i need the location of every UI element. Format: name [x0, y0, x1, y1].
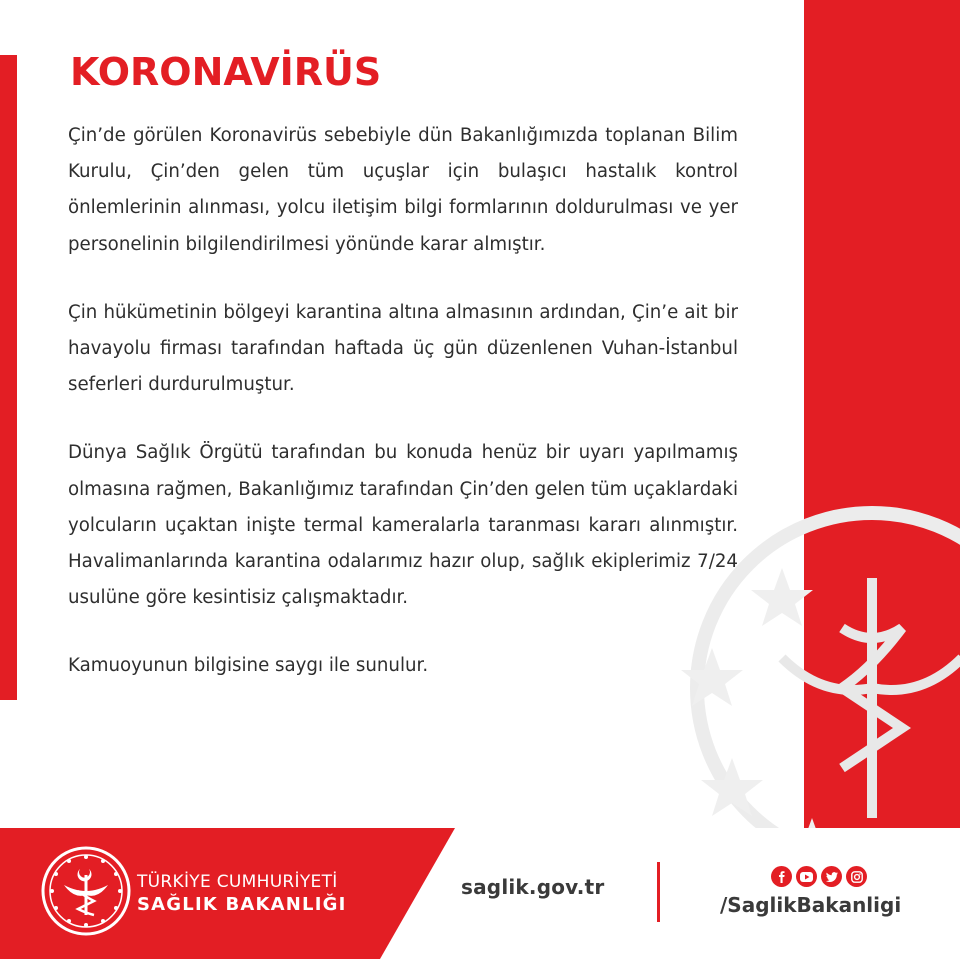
left-accent-bar	[0, 55, 17, 700]
instagram-icon[interactable]	[846, 866, 867, 887]
youtube-icon[interactable]	[796, 866, 817, 887]
website-link[interactable]: saglik.gov.tr	[461, 875, 605, 899]
facebook-icon[interactable]	[771, 866, 792, 887]
twitter-icon[interactable]	[821, 866, 842, 887]
ministry-name	[137, 871, 346, 917]
footer-divider	[657, 862, 660, 922]
social-icons	[771, 866, 867, 887]
org-line-1: TÜRKİYE CUMHURİYETİ	[137, 872, 338, 892]
social-handle[interactable]: /SaglikBakanligi	[720, 893, 902, 917]
paragraph: Kamuoyunun bilgisine saygı ile sunulur.	[68, 655, 429, 677]
paragraph: Çin’de görülen Koronavirüs sebebiyle dün Bakanlığımızda toplanan Bilim Kurulu, Çin’den gelen tüm uçuşlar için bulaşıcı hastalık kontrol önlemlerinin alınması, yolcu iletişim bilgi formlarının doldurulması ve yer personelinin bilgilendirilmesi yönünde karar almıştır.	[68, 125, 738, 255]
announcement-body	[68, 118, 738, 685]
org-line-2: SAĞLIK BAKANLIĞI	[137, 894, 347, 915]
ministry-logo	[40, 845, 132, 937]
page-title: KORONAVİRÜS	[70, 50, 382, 94]
paragraph: Dünya Sağlık Örgütü tarafından bu konuda henüz bir uyarı yapılmamış olmasına rağmen, Bakanlığımız tarafından Çin’den gelen tüm uçaklardaki yolcuların uçaktan inişte termal kameralarla taranması kararı alınmıştır. Havalimanlarında karantina odalarımız hazır olup, sağlık ekiplerimiz 7/24 usulüne göre kesintisiz çalışmaktadır.	[68, 442, 738, 609]
paragraph: Çin hükümetinin bölgeyi karantina altına almasının ardından, Çin’e ait bir havayolu firması tarafından haftada üç gün düzenlenen Vuhan-İstanbul seferleri durdurulmuştur.	[68, 301, 738, 396]
